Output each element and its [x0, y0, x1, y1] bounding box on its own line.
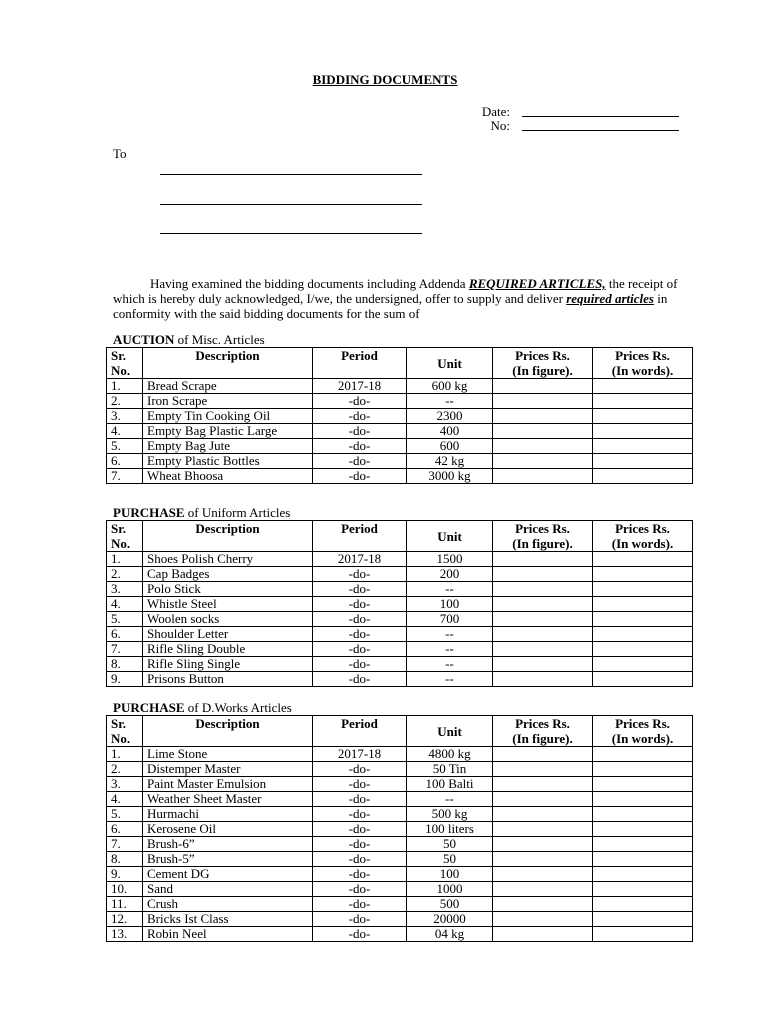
unit-cell: --	[407, 792, 493, 807]
price-words-cell[interactable]	[593, 657, 693, 672]
table-row	[107, 567, 693, 582]
sr-no-cell: 7.	[107, 837, 143, 852]
unit-header: Unit	[407, 348, 493, 379]
description-cell: Sand	[143, 882, 313, 897]
price-words-cell[interactable]	[593, 762, 693, 777]
sr-no-header: Sr. No.	[107, 716, 143, 747]
description-cell: Hurmachi	[143, 807, 313, 822]
unit-cell: 100	[407, 597, 493, 612]
section-title-bold: PURCHASE	[113, 505, 185, 520]
period-cell: 2017-18	[313, 379, 407, 394]
unit-cell: 50	[407, 837, 493, 852]
unit-cell: 500	[407, 897, 493, 912]
period-cell: -do-	[313, 567, 407, 582]
price-words-cell[interactable]	[593, 454, 693, 469]
sr-no-cell: 1.	[107, 552, 143, 567]
period-cell: -do-	[313, 762, 407, 777]
period-cell: -do-	[313, 837, 407, 852]
price-figure-cell[interactable]	[493, 394, 593, 409]
sr-no-cell: 8.	[107, 852, 143, 867]
period-cell: -do-	[313, 582, 407, 597]
price-figure-cell[interactable]	[493, 672, 593, 687]
sr-no-cell: 9.	[107, 867, 143, 882]
table-row	[107, 582, 693, 597]
table-row	[107, 777, 693, 792]
price-words-cell[interactable]	[593, 927, 693, 942]
sr-no-cell: 6.	[107, 454, 143, 469]
unit-cell: 04 kg	[407, 927, 493, 942]
table-row	[107, 807, 693, 822]
price-words-cell[interactable]	[593, 897, 693, 912]
number-label: No:	[490, 118, 510, 133]
period-cell: -do-	[313, 597, 407, 612]
period-cell: -do-	[313, 882, 407, 897]
period-cell: -do-	[313, 807, 407, 822]
price-words-cell[interactable]	[593, 439, 693, 454]
table-row	[107, 409, 693, 424]
period-cell: -do-	[313, 672, 407, 687]
price-figure-cell[interactable]	[493, 897, 593, 912]
price-words-cell[interactable]	[593, 912, 693, 927]
price-figure-cell[interactable]	[493, 657, 593, 672]
table-row	[107, 927, 693, 942]
description-cell: Lime Stone	[143, 747, 313, 762]
period-cell: -do-	[313, 867, 407, 882]
document-title: BIDDING DOCUMENTS	[312, 72, 458, 87]
description-cell: Crush	[143, 897, 313, 912]
price-figure-header: Prices Rs. (In figure).	[493, 348, 593, 379]
unit-header: Unit	[407, 521, 493, 552]
unit-cell: --	[407, 657, 493, 672]
unit-cell: --	[407, 672, 493, 687]
table-header-row	[107, 716, 693, 747]
unit-cell: 50 Tin	[407, 762, 493, 777]
sr-no-cell: 13.	[107, 927, 143, 942]
price-words-cell[interactable]	[593, 837, 693, 852]
table-row	[107, 672, 693, 687]
period-header: Period	[313, 521, 407, 552]
table-row	[107, 424, 693, 439]
description-cell: Woolen socks	[143, 612, 313, 627]
description-cell: Empty Plastic Bottles	[143, 454, 313, 469]
price-figure-header: Prices Rs. (In figure).	[493, 716, 593, 747]
articles-table	[106, 520, 693, 687]
price-words-cell[interactable]	[593, 852, 693, 867]
section-title-bold: AUCTION	[113, 332, 175, 347]
unit-header: Unit	[407, 716, 493, 747]
period-cell: -do-	[313, 612, 407, 627]
section-title-rest: of D.Works Articles	[184, 700, 292, 715]
unit-cell: --	[407, 627, 493, 642]
unit-cell: 20000	[407, 912, 493, 927]
period-cell: -do-	[313, 469, 407, 484]
price-words-cell[interactable]	[593, 747, 693, 762]
table-header-row	[107, 348, 693, 379]
unit-cell: 100 Balti	[407, 777, 493, 792]
section-title-rest: of Uniform Articles	[184, 505, 291, 520]
sr-no-cell: 5.	[107, 439, 143, 454]
sr-no-cell: 3.	[107, 582, 143, 597]
price-figure-cell[interactable]	[493, 567, 593, 582]
price-figure-cell[interactable]	[493, 912, 593, 927]
description-cell: Distemper Master	[143, 762, 313, 777]
description-cell: Weather Sheet Master	[143, 792, 313, 807]
table-row	[107, 379, 693, 394]
table-row	[107, 822, 693, 837]
unit-cell: 2300	[407, 409, 493, 424]
period-cell: -do-	[313, 912, 407, 927]
description-cell: Cap Badges	[143, 567, 313, 582]
period-header: Period	[313, 716, 407, 747]
price-figure-cell[interactable]	[493, 762, 593, 777]
unit-cell: 1000	[407, 882, 493, 897]
date-label: Date:	[481, 104, 510, 119]
price-figure-cell[interactable]	[493, 642, 593, 657]
sr-no-cell: 7.	[107, 469, 143, 484]
unit-cell: --	[407, 394, 493, 409]
price-figure-cell[interactable]	[493, 439, 593, 454]
period-cell: -do-	[313, 822, 407, 837]
description-header: Description	[143, 521, 313, 552]
unit-cell: --	[407, 582, 493, 597]
period-cell: 2017-18	[313, 552, 407, 567]
table-row	[107, 897, 693, 912]
address-line-1[interactable]	[160, 174, 422, 175]
table-row	[107, 762, 693, 777]
number-blank-line[interactable]	[522, 118, 679, 131]
sr-no-cell: 4.	[107, 424, 143, 439]
price-words-cell[interactable]	[593, 882, 693, 897]
sr-no-cell: 3.	[107, 409, 143, 424]
articles-table	[106, 347, 693, 484]
description-cell: Bricks Ist Class	[143, 912, 313, 927]
price-words-cell[interactable]	[593, 792, 693, 807]
description-cell: Empty Bag Plastic Large	[143, 424, 313, 439]
required-articles-emphasis: REQUIRED ARTICLES,	[468, 276, 606, 291]
period-cell: -do-	[313, 394, 407, 409]
sr-no-cell: 2.	[107, 394, 143, 409]
price-figure-cell[interactable]	[493, 612, 593, 627]
sr-no-cell: 2.	[107, 567, 143, 582]
price-words-cell[interactable]	[593, 469, 693, 484]
period-cell: -do-	[313, 424, 407, 439]
price-words-header: Prices Rs. (In words).	[593, 348, 693, 379]
description-header: Description	[143, 716, 313, 747]
price-figure-cell[interactable]	[493, 807, 593, 822]
price-figure-cell[interactable]	[493, 852, 593, 867]
unit-cell: 500 kg	[407, 807, 493, 822]
price-words-cell[interactable]	[593, 394, 693, 409]
unit-cell: 700	[407, 612, 493, 627]
price-figure-cell[interactable]	[493, 627, 593, 642]
table-row	[107, 454, 693, 469]
table-row	[107, 837, 693, 852]
price-figure-cell[interactable]	[493, 597, 593, 612]
unit-cell: 4800 kg	[407, 747, 493, 762]
sr-no-cell: 8.	[107, 657, 143, 672]
table-row	[107, 612, 693, 627]
price-figure-cell[interactable]	[493, 777, 593, 792]
period-cell: -do-	[313, 439, 407, 454]
price-figure-cell[interactable]	[493, 409, 593, 424]
description-cell: Rifle Sling Double	[143, 642, 313, 657]
description-cell: Robin Neel	[143, 927, 313, 942]
price-words-header: Prices Rs. (In words).	[593, 521, 693, 552]
price-words-cell[interactable]	[593, 424, 693, 439]
table-row	[107, 867, 693, 882]
price-figure-cell[interactable]	[493, 469, 593, 484]
table-row	[107, 852, 693, 867]
price-figure-cell[interactable]	[493, 552, 593, 567]
sr-no-cell: 5.	[107, 807, 143, 822]
table-row	[107, 469, 693, 484]
period-cell: 2017-18	[313, 747, 407, 762]
period-cell: -do-	[313, 852, 407, 867]
price-figure-cell[interactable]	[493, 867, 593, 882]
sr-no-cell: 5.	[107, 612, 143, 627]
description-cell: Empty Bag Jute	[143, 439, 313, 454]
section-title	[113, 505, 290, 521]
description-cell: Shoulder Letter	[143, 627, 313, 642]
price-figure-cell[interactable]	[493, 424, 593, 439]
table-row	[107, 627, 693, 642]
description-cell: Cement DG	[143, 867, 313, 882]
number-row	[460, 118, 679, 134]
description-cell: Brush-6”	[143, 837, 313, 852]
price-words-cell[interactable]	[593, 777, 693, 792]
sr-no-cell: 4.	[107, 792, 143, 807]
price-words-cell[interactable]	[593, 672, 693, 687]
sr-no-cell: 2.	[107, 762, 143, 777]
price-words-cell[interactable]	[593, 867, 693, 882]
description-cell: Brush-5”	[143, 852, 313, 867]
unit-cell: 400	[407, 424, 493, 439]
period-cell: -do-	[313, 777, 407, 792]
table-row	[107, 439, 693, 454]
address-line-3[interactable]	[160, 233, 422, 234]
price-figure-cell[interactable]	[493, 837, 593, 852]
price-words-cell[interactable]	[593, 379, 693, 394]
price-words-header: Prices Rs. (In words).	[593, 716, 693, 747]
unit-cell: 50	[407, 852, 493, 867]
table-row	[107, 597, 693, 612]
period-cell: -do-	[313, 627, 407, 642]
sr-no-cell: 10.	[107, 882, 143, 897]
address-line-2[interactable]	[160, 204, 422, 205]
table-row	[107, 552, 693, 567]
section-title-rest: of Misc. Articles	[174, 332, 265, 347]
period-header: Period	[313, 348, 407, 379]
sr-no-cell: 1.	[107, 379, 143, 394]
sr-no-cell: 1.	[107, 747, 143, 762]
section-title	[113, 332, 265, 348]
table-row	[107, 642, 693, 657]
date-blank-line[interactable]	[522, 104, 679, 117]
price-words-cell[interactable]	[593, 627, 693, 642]
sr-no-cell: 4.	[107, 597, 143, 612]
table-row	[107, 882, 693, 897]
description-cell: Whistle Steel	[143, 597, 313, 612]
unit-cell: 42 kg	[407, 454, 493, 469]
table-row	[107, 394, 693, 409]
price-words-cell[interactable]	[593, 567, 693, 582]
sr-no-header: Sr. No.	[107, 348, 143, 379]
table-row	[107, 912, 693, 927]
unit-cell: 1500	[407, 552, 493, 567]
period-cell: -do-	[313, 454, 407, 469]
sr-no-cell: 7.	[107, 642, 143, 657]
description-cell: Wheat Bhoosa	[143, 469, 313, 484]
description-cell: Paint Master Emulsion	[143, 777, 313, 792]
price-figure-cell[interactable]	[493, 582, 593, 597]
period-cell: -do-	[313, 792, 407, 807]
description-cell: Iron Scrape	[143, 394, 313, 409]
description-cell: Polo Stick	[143, 582, 313, 597]
required-articles-inline: required articles	[566, 291, 654, 306]
price-figure-cell[interactable]	[493, 747, 593, 762]
table-header-row	[107, 521, 693, 552]
intro-paragraph: Having examined the bidding documents including Addenda REQUIRED ARTICLES, the receipt of which is hereby duly acknowledged, I/we, the undersigned, offer to supply and deliver required articles in conformity with the said bidding documents for the sum of	[113, 276, 678, 321]
price-words-cell[interactable]	[593, 642, 693, 657]
unit-cell: --	[407, 642, 493, 657]
table-row	[107, 657, 693, 672]
articles-table	[106, 715, 693, 942]
unit-cell: 100	[407, 867, 493, 882]
unit-cell: 200	[407, 567, 493, 582]
price-words-cell[interactable]	[593, 822, 693, 837]
description-cell: Shoes Polish Cherry	[143, 552, 313, 567]
sr-no-cell: 11.	[107, 897, 143, 912]
price-words-cell[interactable]	[593, 807, 693, 822]
section-title	[113, 700, 292, 716]
to-label: To	[113, 146, 127, 161]
unit-cell: 3000 kg	[407, 469, 493, 484]
price-words-cell[interactable]	[593, 597, 693, 612]
price-figure-cell[interactable]	[493, 454, 593, 469]
unit-cell: 600	[407, 439, 493, 454]
description-header: Description	[143, 348, 313, 379]
period-cell: -do-	[313, 409, 407, 424]
price-figure-cell[interactable]	[493, 927, 593, 942]
description-cell: Rifle Sling Single	[143, 657, 313, 672]
table-row	[107, 747, 693, 762]
price-figure-cell[interactable]	[493, 882, 593, 897]
description-cell: Bread Scrape	[143, 379, 313, 394]
price-words-cell[interactable]	[593, 612, 693, 627]
price-words-cell[interactable]	[593, 409, 693, 424]
period-cell: -do-	[313, 642, 407, 657]
section-title-bold: PURCHASE	[113, 700, 185, 715]
price-words-cell[interactable]	[593, 552, 693, 567]
sr-no-header: Sr. No.	[107, 521, 143, 552]
sr-no-cell: 9.	[107, 672, 143, 687]
sr-no-cell: 6.	[107, 627, 143, 642]
price-figure-cell[interactable]	[493, 792, 593, 807]
table-row	[107, 792, 693, 807]
sr-no-cell: 6.	[107, 822, 143, 837]
period-cell: -do-	[313, 897, 407, 912]
price-figure-header: Prices Rs. (In figure).	[493, 521, 593, 552]
description-cell: Prisons Button	[143, 672, 313, 687]
sr-no-cell: 3.	[107, 777, 143, 792]
unit-cell: 100 liters	[407, 822, 493, 837]
unit-cell: 600 kg	[407, 379, 493, 394]
price-figure-cell[interactable]	[493, 379, 593, 394]
sr-no-cell: 12.	[107, 912, 143, 927]
description-cell: Empty Tin Cooking Oil	[143, 409, 313, 424]
description-cell: Kerosene Oil	[143, 822, 313, 837]
price-figure-cell[interactable]	[493, 822, 593, 837]
period-cell: -do-	[313, 927, 407, 942]
period-cell: -do-	[313, 657, 407, 672]
price-words-cell[interactable]	[593, 582, 693, 597]
